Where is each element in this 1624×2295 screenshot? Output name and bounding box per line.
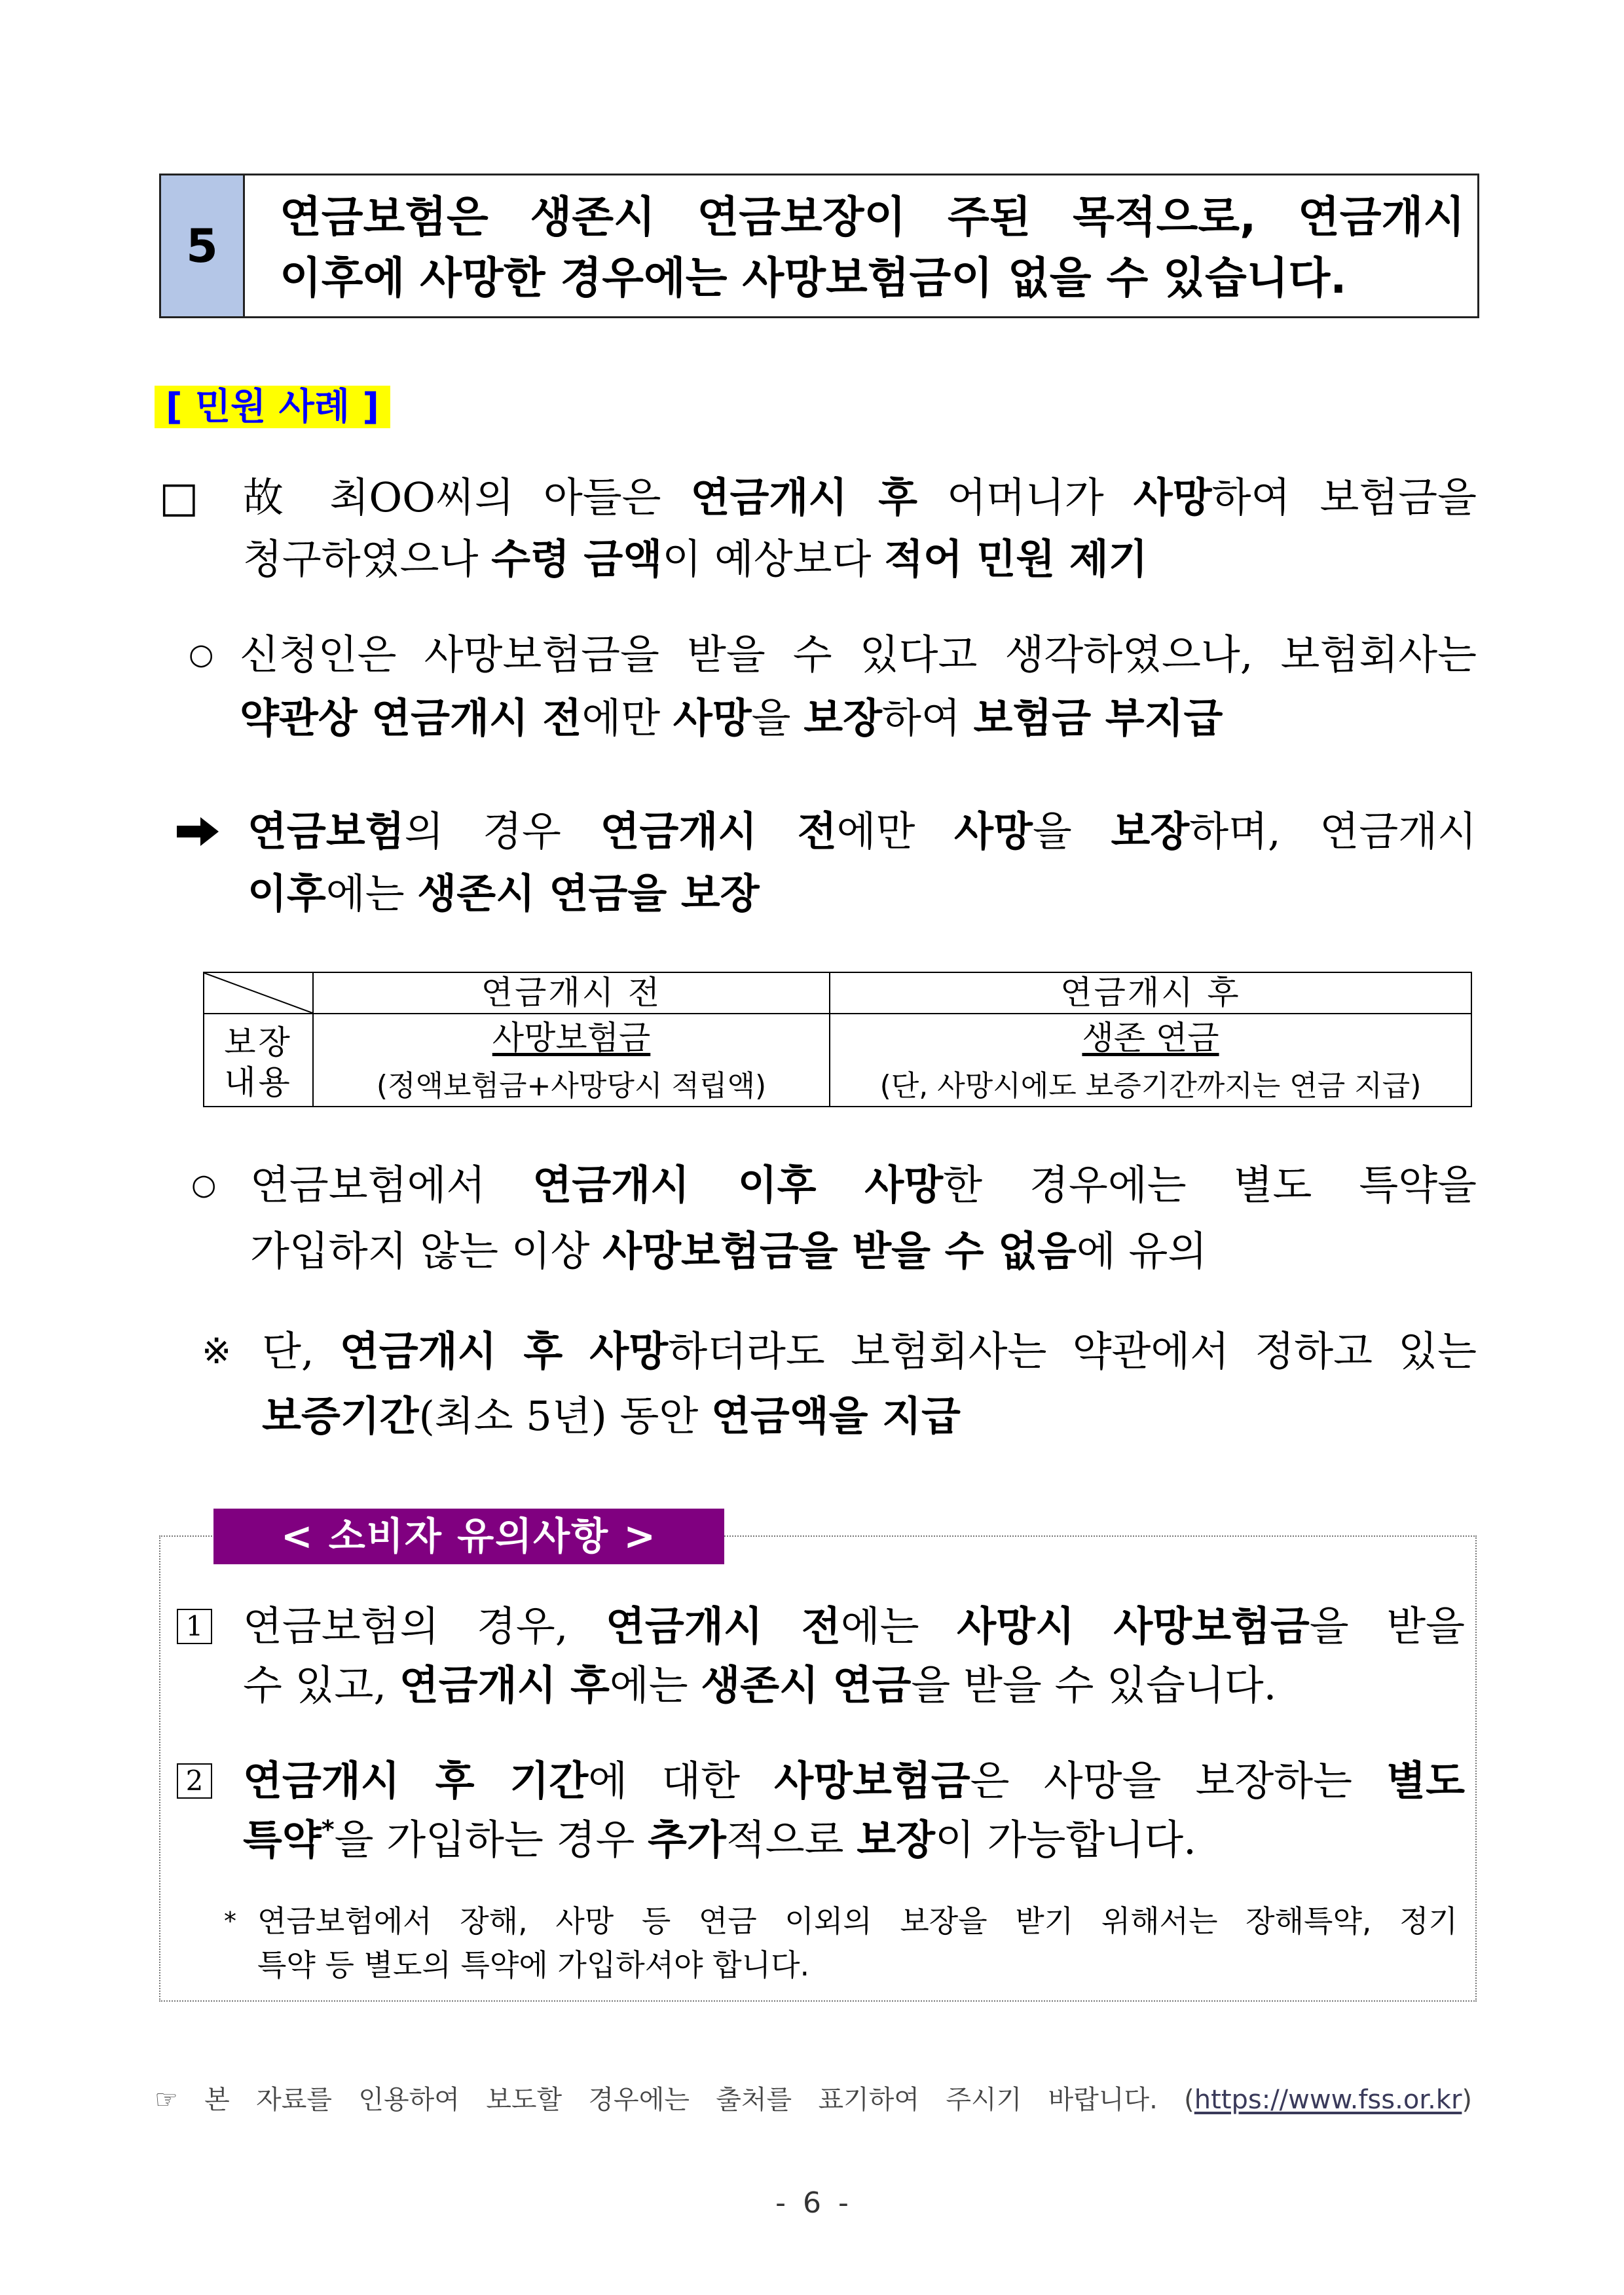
emphasis-text: 연금개시 전 xyxy=(600,807,837,855)
row-label-line-1: 보장 xyxy=(224,1023,293,1061)
body-text: 연금보험의 경우, xyxy=(243,1602,606,1650)
emphasis-text: 연금개시 후 기간 xyxy=(243,1757,589,1805)
p5-line-2 xyxy=(262,1389,1477,1444)
square-bullet: □ xyxy=(159,473,199,522)
p2-line-1 xyxy=(240,627,1477,682)
row-label-line-2: 내용 xyxy=(224,1063,293,1101)
footnote-mark: * xyxy=(224,1907,236,1936)
emphasis-text: 적어 민원 제기 xyxy=(884,535,1148,583)
p5-line-1 xyxy=(262,1324,1477,1379)
section-title-line-1: 연금보험은 생존시 연금보장이 주된 목적으로, 연금개시 xyxy=(280,192,1465,242)
body-text: 한 경우에는 별도 특약을 xyxy=(943,1161,1477,1209)
emphasis-text: 사망 xyxy=(1133,473,1212,521)
notice-item-1-line-1 xyxy=(243,1599,1465,1654)
p3-line-2 xyxy=(248,866,1477,921)
body-text: 에는 xyxy=(609,1661,701,1709)
body-text: 단, xyxy=(262,1327,340,1375)
arrow-right-icon xyxy=(177,816,220,847)
body-text: 연금보험에서 xyxy=(250,1161,533,1209)
cell-before-title: 사망보험금 xyxy=(492,1019,651,1057)
emphasis-text: 연금개시 후 xyxy=(690,473,918,521)
p1-line-1 xyxy=(243,470,1477,525)
body-text: 故 최OO씨의 아들은 xyxy=(243,473,691,521)
footnote-marker: * xyxy=(321,1815,335,1844)
emphasis-text: 보증기간 xyxy=(262,1392,419,1440)
table-header-before: 연금개시 전 xyxy=(481,974,662,1012)
footer-paren-close: ) xyxy=(1462,2085,1472,2115)
emphasis-text: 별도 xyxy=(1386,1757,1465,1805)
body-text: 에는 xyxy=(840,1602,957,1650)
emphasis-text: 연금개시 후 사망 xyxy=(339,1327,669,1375)
notice-item-2-line-1 xyxy=(243,1753,1465,1808)
emphasis-text: 보장 xyxy=(1111,807,1190,855)
notice-item-1-line-2 xyxy=(243,1658,1465,1713)
body-text: 이 예상보다 xyxy=(662,535,885,583)
table-diagonal-line xyxy=(204,973,312,1013)
emphasis-text: 보장 xyxy=(857,1816,936,1864)
body-text: 하여 보험금을 xyxy=(1211,473,1477,521)
body-text: 을 받을 수 있습니다. xyxy=(911,1661,1277,1709)
emphasis-text: 사망보험금 xyxy=(774,1757,970,1805)
body-text: 에만 xyxy=(836,807,955,855)
body-text: 에는 xyxy=(325,870,418,917)
body-text: 에 대한 xyxy=(588,1757,775,1805)
footnote-line-1: 연금보험에서 장해, 사망 등 연금 이외의 보장을 받기 위해서는 장해특약, 정기 xyxy=(257,1903,1458,1939)
emphasis-text: 추가 xyxy=(648,1816,726,1864)
emphasis-text: 생존시 연금을 보장 xyxy=(417,870,760,917)
emphasis-text: 사망 xyxy=(954,807,1033,855)
body-text: 은 사망을 보장하는 xyxy=(970,1757,1387,1805)
p3-line-1 xyxy=(248,804,1477,859)
emphasis-text: 특약 xyxy=(243,1816,322,1864)
table-header-after: 연금개시 후 xyxy=(1060,974,1241,1012)
footer-note xyxy=(155,2080,1472,2120)
body-text: 을 xyxy=(751,694,804,742)
body-text: 의 경우 xyxy=(404,807,600,855)
case-label: [ 민원 사례 ] xyxy=(155,386,390,428)
body-text: 이 가능합니다. xyxy=(935,1816,1196,1864)
body-text: 청구하였으나 xyxy=(243,535,492,583)
notice-item-number: 2 xyxy=(177,1763,212,1799)
emphasis-text: 연금개시 전 xyxy=(606,1602,841,1650)
page-number: - 6 - xyxy=(775,2186,849,2220)
p1-line-2 xyxy=(243,532,1477,587)
circle-bullet: ○ xyxy=(189,638,214,671)
reference-mark-bullet: ※ xyxy=(202,1331,232,1372)
body-text: 가입하지 않는 이상 xyxy=(250,1227,603,1275)
body-text: 을 xyxy=(1032,807,1111,855)
section-header-box xyxy=(159,174,1479,318)
body-text: 을 가입하는 경우 xyxy=(334,1816,648,1864)
body-text: 신청인은 사망보험금을 받을 수 있다고 생각하였으나, 보험회사는 xyxy=(240,631,1477,678)
body-text: 수 있고, xyxy=(243,1661,399,1709)
body-text: 어머니가 xyxy=(917,473,1134,521)
cell-after-note: (단, 사망시에도 보증기간까지는 연금 지급) xyxy=(879,1069,1422,1103)
emphasis-text: 연금보험 xyxy=(248,807,405,855)
emphasis-text: 사망보험금을 받을 수 없음 xyxy=(602,1227,1077,1275)
body-text: 적으로 xyxy=(726,1816,857,1864)
cell-after-title-wrap xyxy=(830,1017,1471,1059)
comparison-table xyxy=(203,972,1472,1107)
section-number: 5 xyxy=(161,175,245,316)
emphasis-text: 연금개시 후 xyxy=(399,1661,610,1709)
emphasis-text: 사망 xyxy=(673,694,752,742)
emphasis-text: 약관상 연금개시 전 xyxy=(240,694,582,742)
body-text: 하여 xyxy=(882,694,974,742)
emphasis-text: 이후 xyxy=(248,870,326,917)
emphasis-text: 보험금 부지급 xyxy=(973,694,1223,742)
body-text: 하더라도 보험회사는 약관에서 정하고 있는 xyxy=(668,1327,1477,1375)
body-text: 에만 xyxy=(581,694,673,742)
pointing-hand-icon: ☞ xyxy=(155,2085,178,2115)
p2-line-2 xyxy=(240,691,1477,746)
emphasis-text: 생존시 연금 xyxy=(701,1661,912,1709)
footnote-line-2: 특약 등 별도의 특약에 가입하셔야 합니다. xyxy=(257,1947,810,1983)
cell-before-note: (정액보험금+사망당시 적립액) xyxy=(376,1069,767,1103)
emphasis-text: 사망시 사망보험금 xyxy=(957,1602,1310,1650)
emphasis-text: 연금개시 이후 사망 xyxy=(532,1161,944,1209)
source-link[interactable]: https://www.fss.or.kr xyxy=(1194,2085,1462,2115)
section-title-line-2: 이후에 사망한 경우에는 사망보험금이 없을 수 있습니다. xyxy=(280,253,1347,303)
footer-text: 본 자료를 인용하여 보도할 경우에는 출처를 표기하여 주시기 바랍니다. xyxy=(204,2085,1158,2115)
circle-bullet: ○ xyxy=(191,1168,217,1202)
body-text: 을 받을 xyxy=(1309,1602,1465,1650)
emphasis-text: 연금액을 지급 xyxy=(711,1392,961,1440)
notice-item-number: 1 xyxy=(177,1609,212,1644)
body-text: 에 유의 xyxy=(1076,1227,1208,1275)
cell-before-title-wrap xyxy=(314,1017,829,1059)
body-text: (최소 5년) 동안 xyxy=(418,1392,711,1440)
footer-paren-open: ( xyxy=(1184,2085,1194,2115)
emphasis-text: 보장 xyxy=(803,694,883,742)
p4-line-1 xyxy=(250,1158,1477,1213)
cell-after-title: 생존 연금 xyxy=(1082,1019,1219,1057)
emphasis-text: 수령 금액 xyxy=(491,535,663,583)
p4-line-2 xyxy=(250,1224,1477,1279)
notice-item-2-line-2 xyxy=(243,1812,1465,1867)
body-text: 하며, 연금개시 xyxy=(1189,807,1477,855)
table-header-divider xyxy=(204,1013,1471,1014)
consumer-notice-label: < 소비자 유의사항 > xyxy=(213,1509,724,1564)
